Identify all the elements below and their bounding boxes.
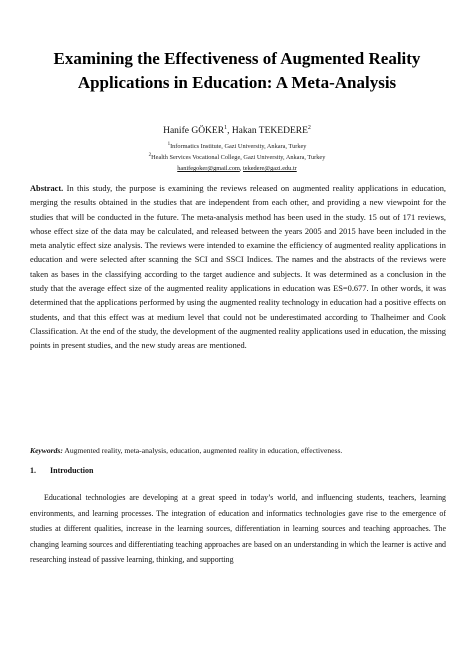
keywords-text: Augmented reality, meta-analysis, education, augmented reality in education, effectiveness. — [64, 446, 343, 455]
keywords-label: Keywords: — [30, 446, 63, 455]
keywords — [30, 446, 446, 456]
section-title: Introduction — [50, 466, 94, 475]
email-line — [0, 165, 474, 173]
abstract — [30, 182, 446, 354]
affiliation — [0, 141, 474, 151]
abstract-text: In this study, the purpose is examining the reviews released on augmented reality applications in education, merging the results obtained in the studies that are independent from each other, and providing a new viewpoint for the studies that will be conducted in the future. The meta-analysis method has been used in the study. 15 out of 171 reviews, whose effect size of the data may be calculated, and released between the years 2005 and 2015 have been included in the meta analytic effect size analysis. The reviews were intended to examine the efficiency of augmented reality applications in education and were selected after scanning the SCI and SSCI Indices. The names and the abstracts of the reviews were taken as bases in the classifying according to the target audience and subjects. It was determined as a conclusion in the study that the average effect size of the augmented reality applications in education was ES=0.677. In other words, it was determined that the applications performed by using the augmented reality technology in education had a positive effects on students, and that this effect was at medium level that could not be underestimated according to Thalheimer and Cook Classification. At the end of the study, the development of the augmented reality applications used in education, the missing points in present studies, and the new study areas are mentioned. — [30, 184, 447, 351]
affiliation-mark: 2 — [148, 153, 152, 158]
author-name: Hanife GÖKER — [163, 126, 225, 137]
author-line — [0, 122, 474, 137]
email-separator: , — [239, 165, 244, 172]
affiliation-text: Informatics Institute, Gazi University, Ankara, Turkey — [170, 143, 307, 151]
intro-paragraph: Educational technologies are developing at a great speed in today’s world, and influencing students, teachers, learning environments, and learning processes. The integration of education and informatics technologies gave rise to the emergence of studies at different qualities, increase in the learning sources, differentiation in learning sources and teaching approaches. The changing learning sources and differentiating teaching approaches are based on an understanding in which the learner is active and researching instead of passive learning, thinking, and supporting — [30, 493, 446, 565]
author-affil-mark: 2 — [307, 125, 311, 131]
paper-title: Examining the Effectiveness of Augmented Reality Applications in Education: A Meta-Analysis — [53, 49, 421, 92]
section-number: 1. — [30, 466, 36, 475]
abstract-label: Abstract. — [30, 184, 64, 193]
affiliation — [0, 152, 474, 162]
affiliation-mark: 1 — [167, 142, 171, 147]
author-name: Hakan TEKEDERE — [231, 126, 308, 137]
email-link[interactable]: tekedere@gazi.edu.tr — [243, 165, 297, 172]
section-heading — [30, 466, 93, 476]
author-affil-mark: 1 — [224, 125, 228, 131]
author-separator: , — [227, 126, 232, 137]
affiliation-text: Health Services Vocational College, Gazi University, Ankara, Turkey — [151, 154, 326, 162]
email-link[interactable]: hanifegoker@gmail.com — [177, 165, 240, 172]
